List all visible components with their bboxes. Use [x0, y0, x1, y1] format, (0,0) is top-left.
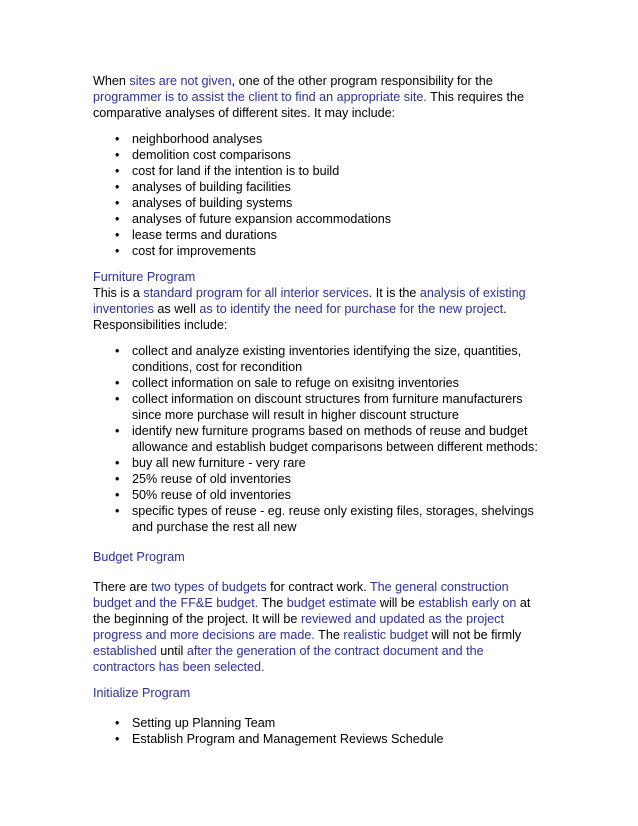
document-page — [93, 73, 543, 747]
sites-intro-paragraph — [93, 73, 543, 121]
bullet-icon: • — [115, 244, 120, 258]
highlight-established: established — [93, 644, 157, 658]
highlight-standard-program: standard program for all interior services — [143, 286, 369, 300]
list-item: • 25% reuse of old inventories — [115, 472, 291, 486]
bullet-icon: • — [115, 180, 120, 194]
list-item: • neighborhood analyses — [115, 132, 263, 146]
text-run: at the beginning of the project. It will be — [93, 596, 531, 626]
bullet-icon: • — [115, 424, 120, 438]
bullet-icon: • — [115, 488, 120, 502]
initialize-program-heading: Initialize Program — [93, 686, 191, 700]
list-item: • cost for land if the intention is to build — [115, 164, 340, 178]
list-item: • 50% reuse of old inventories — [115, 488, 291, 502]
text-run: When — [93, 74, 130, 88]
bullet-icon: • — [115, 716, 120, 730]
text-run: as well — [153, 302, 200, 316]
budget-paragraph — [93, 579, 543, 675]
list-item: • analyses of building systems — [115, 196, 293, 210]
list-item: • buy all new furniture - very rare — [115, 456, 306, 470]
highlight-reviewed-updated: reviewed and updated as the project progress and more decisions are made. — [93, 612, 504, 642]
text-run: , one of the other program responsibility for the — [231, 74, 493, 88]
text-run: . Responsibilities include: — [93, 302, 507, 332]
text-run: The — [314, 628, 344, 642]
text-run: . It is the — [368, 286, 420, 300]
highlight-analysis-inventories: analysis of existing inventories — [93, 286, 526, 316]
bullet-icon: • — [115, 164, 120, 178]
bullet-icon: • — [115, 132, 120, 146]
bullet-icon: • — [115, 472, 120, 486]
list-item: • analyses of building facilities — [115, 180, 291, 194]
text-run: This is a — [93, 286, 144, 300]
list-item: • lease terms and durations — [115, 228, 277, 242]
text-run: There are — [93, 580, 152, 594]
list-item: • collect information on discount structures from furniture manufacturers since more purchase will result in higher discount structure — [115, 392, 523, 422]
text-run: until — [156, 644, 187, 658]
highlight-general-ffe: The general construction budget and the FF&E budget. — [93, 580, 509, 610]
list-item: • specific types of reuse - eg. reuse only existing files, storages, shelvings and purchase the rest all new — [115, 504, 534, 534]
highlight-assist-client: programmer is to assist the client to find an appropriate site. — [93, 90, 427, 104]
bullet-icon: • — [115, 392, 120, 406]
list-item: • collect information on sale to refuge on exisitng inventories — [115, 376, 459, 390]
bullet-icon: • — [115, 344, 120, 358]
list-item: • demolition cost comparisons — [115, 148, 291, 162]
text-run: The — [258, 596, 287, 610]
furniture-program-heading: Furniture Program — [93, 270, 196, 284]
budget-program-heading: Budget Program — [93, 550, 185, 564]
bullet-icon: • — [115, 212, 120, 226]
furniture-intro-paragraph — [93, 285, 543, 333]
highlight-realistic-budget: realistic budget — [343, 628, 429, 642]
text-run: for contract work. — [266, 580, 370, 594]
initialize-list — [93, 715, 543, 747]
bullet-icon: • — [115, 196, 120, 210]
text-run: will be — [376, 596, 419, 610]
list-item: • Setting up Planning Team — [115, 716, 276, 730]
furniture-responsibilities-list — [93, 343, 543, 535]
bullet-icon: • — [115, 376, 120, 390]
list-item: • collect and analyze existing inventories identifying the size, quantities, conditions, cost for recondition — [115, 344, 522, 374]
list-item: • analyses of future expansion accommodations — [115, 212, 392, 226]
bullet-icon: • — [115, 456, 120, 470]
highlight-sites-not-given: sites are not given — [129, 74, 232, 88]
list-item: • identify new furniture programs based on methods of reuse and budget allowance and establish budget comparisons between different methods: — [115, 424, 538, 454]
text-run: This requires the comparative analyses of different sites. It may include: — [93, 90, 524, 120]
bullet-icon: • — [115, 732, 120, 746]
highlight-establish-early: establish early on — [418, 596, 517, 610]
highlight-identify-need: as to identify the need for purchase for the new project — [199, 302, 504, 316]
list-item: • Establish Program and Management Reviews Schedule — [115, 732, 444, 746]
text-run: will not be firmly — [428, 628, 522, 642]
bullet-icon: • — [115, 148, 120, 162]
highlight-after-generation: after the generation of the contract document and the contractors has been selected. — [93, 644, 484, 674]
bullet-icon: • — [115, 228, 120, 242]
sites-analysis-list — [93, 131, 543, 259]
list-item: • cost for improvements — [115, 244, 256, 258]
bullet-icon: • — [115, 504, 120, 518]
highlight-budget-estimate: budget estimate — [286, 596, 377, 610]
highlight-two-types: two types of budgets — [151, 580, 267, 594]
